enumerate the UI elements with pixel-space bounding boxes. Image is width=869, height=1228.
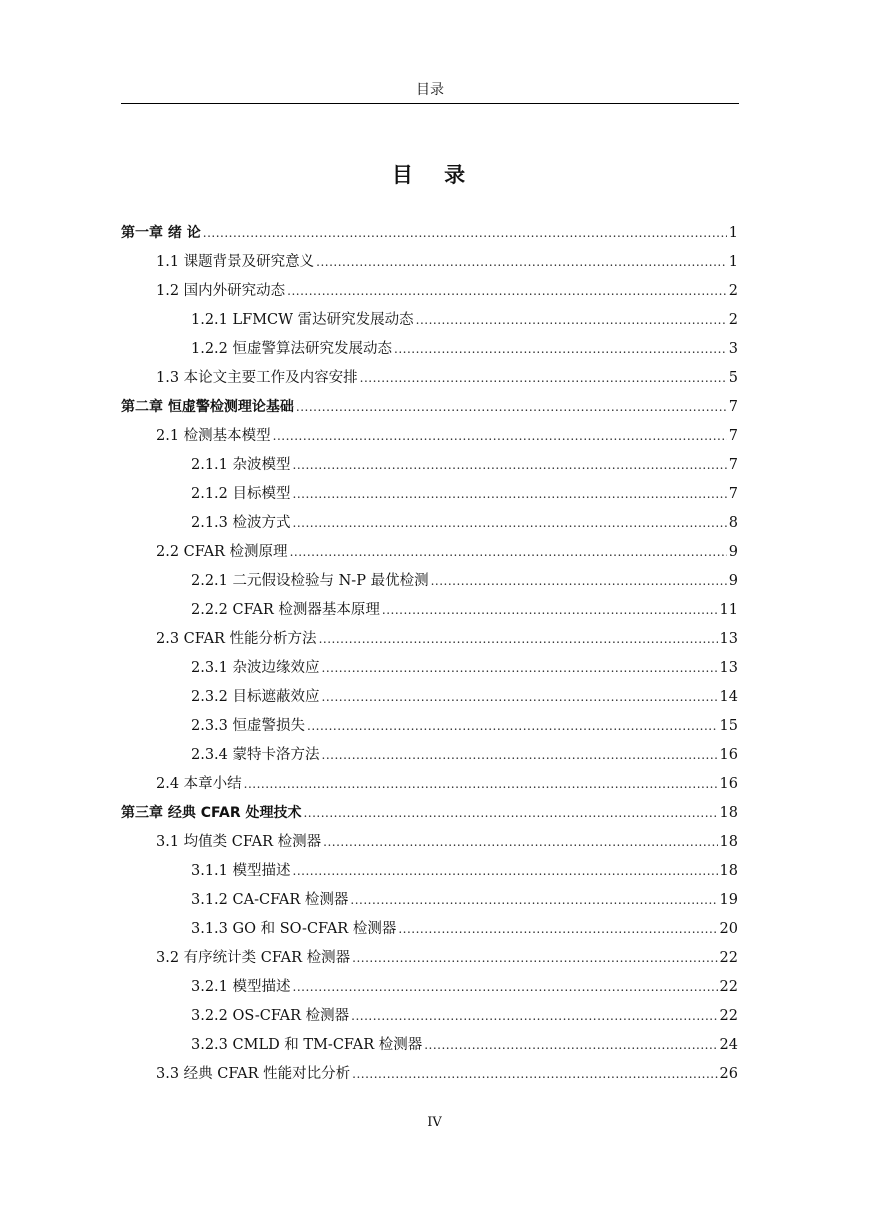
toc-entry-label: 2.3 CFAR 性能分析方法 bbox=[156, 631, 317, 647]
toc-entry[interactable] bbox=[121, 335, 738, 364]
toc-entry[interactable] bbox=[121, 973, 738, 1002]
toc-entry[interactable] bbox=[121, 277, 738, 306]
toc-entry-page: 7 bbox=[728, 486, 738, 502]
toc-entry-label: 3.1 均值类 CFAR 检测器 bbox=[156, 834, 322, 850]
toc-entry[interactable] bbox=[121, 828, 738, 857]
toc-entry[interactable] bbox=[121, 451, 738, 480]
dot-leader bbox=[323, 828, 717, 857]
toc-entry-label: 1.2.1 LFMCW 雷达研究发展动态 bbox=[191, 312, 414, 328]
toc-entry-page: 16 bbox=[719, 747, 738, 763]
dot-leader bbox=[296, 393, 727, 422]
toc-entry-page: 24 bbox=[719, 1037, 738, 1053]
toc-entry-label: 第一章 绪 论 bbox=[121, 225, 201, 241]
dot-leader bbox=[322, 683, 718, 712]
toc-entry-label: 1.2 国内外研究动态 bbox=[156, 283, 286, 299]
toc-entry-page: 5 bbox=[728, 370, 738, 386]
toc-entry-label: 2.1 检测基本模型 bbox=[156, 428, 271, 444]
toc-entry-page: 1 bbox=[728, 225, 738, 241]
toc-entry-page: 18 bbox=[719, 834, 738, 850]
toc-entry-label: 3.1.1 模型描述 bbox=[191, 863, 291, 879]
dot-leader bbox=[352, 944, 717, 973]
toc-entry[interactable] bbox=[121, 886, 738, 915]
toc-entry[interactable] bbox=[121, 480, 738, 509]
toc-entry-page: 22 bbox=[719, 1008, 738, 1024]
toc-entry-page: 14 bbox=[719, 689, 738, 705]
toc-entry[interactable] bbox=[121, 393, 738, 422]
toc-entry-page: 2 bbox=[728, 312, 738, 328]
toc-entry-page: 1 bbox=[728, 254, 738, 270]
dot-leader bbox=[322, 741, 718, 770]
dot-leader bbox=[360, 364, 727, 393]
toc-entry-label: 2.2.2 CFAR 检测器基本原理 bbox=[191, 602, 380, 618]
toc-entry-label: 2.4 本章小结 bbox=[156, 776, 242, 792]
toc-entry-label: 2.3.2 目标遮蔽效应 bbox=[191, 689, 320, 705]
toc-entry-label: 2.1.3 检波方式 bbox=[191, 515, 291, 531]
toc-entry-label: 2.2 CFAR 检测原理 bbox=[156, 544, 288, 560]
dot-leader bbox=[316, 248, 727, 277]
toc-entry[interactable] bbox=[121, 944, 738, 973]
toc-entry-label: 3.3 经典 CFAR 性能对比分析 bbox=[156, 1066, 351, 1082]
toc-entry-page: 7 bbox=[728, 428, 738, 444]
toc-entry-label: 2.2.1 二元假设检验与 N-P 最优检测 bbox=[191, 573, 429, 589]
toc-entry-label: 3.1.2 CA-CFAR 检测器 bbox=[191, 892, 349, 908]
toc-entry[interactable] bbox=[121, 567, 738, 596]
toc-entry-page: 11 bbox=[719, 602, 738, 618]
toc-entry[interactable] bbox=[121, 915, 738, 944]
toc-entry-page: 2 bbox=[728, 283, 738, 299]
dot-leader bbox=[416, 306, 727, 335]
toc-entry-label: 2.1.1 杂波模型 bbox=[191, 457, 291, 473]
toc-entry[interactable] bbox=[121, 712, 738, 741]
toc-entry-page: 26 bbox=[719, 1066, 738, 1082]
toc-entry[interactable] bbox=[121, 1031, 738, 1060]
toc-entry-label: 2.3.3 恒虚警损失 bbox=[191, 718, 306, 734]
dot-leader bbox=[431, 567, 727, 596]
toc-entry[interactable] bbox=[121, 683, 738, 712]
toc-entry-page: 13 bbox=[719, 660, 738, 676]
toc-entry[interactable] bbox=[121, 654, 738, 683]
toc-entry-page: 13 bbox=[719, 631, 738, 647]
toc-entry-page: 9 bbox=[728, 573, 738, 589]
toc-entry-label: 第三章 经典 CFAR 处理技术 bbox=[121, 805, 302, 821]
dot-leader bbox=[293, 973, 718, 1002]
dot-leader bbox=[293, 451, 727, 480]
toc-entry-page: 22 bbox=[719, 950, 738, 966]
dot-leader bbox=[350, 886, 717, 915]
toc-entry-label: 2.1.2 目标模型 bbox=[191, 486, 291, 502]
dot-leader bbox=[290, 538, 727, 567]
dot-leader bbox=[273, 422, 727, 451]
toc-entry-page: 20 bbox=[719, 921, 738, 937]
toc-entry-page: 19 bbox=[719, 892, 738, 908]
toc-entry[interactable] bbox=[121, 306, 738, 335]
toc-entry-page: 16 bbox=[719, 776, 738, 792]
toc-entry-label: 第二章 恒虚警检测理论基础 bbox=[121, 399, 294, 415]
toc-entry-page: 18 bbox=[719, 805, 738, 821]
toc-title: 目 录 bbox=[391, 163, 478, 187]
dot-leader bbox=[303, 799, 717, 828]
toc-entry-label: 3.1.3 GO 和 SO-CFAR 检测器 bbox=[191, 921, 397, 937]
dot-leader bbox=[244, 770, 718, 799]
toc-entry-label: 2.3.1 杂波边缘效应 bbox=[191, 660, 320, 676]
dot-leader bbox=[398, 915, 717, 944]
dot-leader bbox=[424, 1031, 717, 1060]
toc-entry[interactable] bbox=[121, 1002, 738, 1031]
toc-entry[interactable] bbox=[121, 364, 738, 393]
dot-leader bbox=[382, 596, 718, 625]
toc-entry-page: 15 bbox=[719, 718, 738, 734]
toc-entry-label: 1.3 本论文主要工作及内容安排 bbox=[156, 370, 358, 386]
dot-leader bbox=[322, 654, 718, 683]
dot-leader bbox=[287, 277, 727, 306]
dot-leader bbox=[293, 857, 718, 886]
dot-leader bbox=[352, 1060, 717, 1089]
toc-entry[interactable] bbox=[121, 248, 738, 277]
toc-entry-label: 3.2.3 CMLD 和 TM-CFAR 检测器 bbox=[191, 1037, 423, 1053]
toc-entry-label: 3.2 有序统计类 CFAR 检测器 bbox=[156, 950, 351, 966]
toc-entry[interactable] bbox=[121, 422, 738, 451]
dot-leader bbox=[293, 480, 727, 509]
page-number: IV bbox=[427, 1115, 442, 1130]
toc-entry-page: 18 bbox=[719, 863, 738, 879]
dot-leader bbox=[203, 219, 727, 248]
dot-leader bbox=[394, 335, 727, 364]
toc-entry-label: 3.2.1 模型描述 bbox=[191, 979, 291, 995]
toc-entry-page: 22 bbox=[719, 979, 738, 995]
toc-entry-page: 9 bbox=[728, 544, 738, 560]
toc-entry-page: 8 bbox=[728, 515, 738, 531]
toc-entry-label: 1.2.2 恒虚警算法研究发展动态 bbox=[191, 341, 393, 357]
toc-entry[interactable] bbox=[121, 625, 738, 654]
toc-entry-page: 7 bbox=[728, 457, 738, 473]
dot-leader bbox=[351, 1002, 717, 1031]
toc-entry-page: 7 bbox=[728, 399, 738, 415]
toc-entry[interactable] bbox=[121, 741, 738, 770]
toc-entry[interactable] bbox=[121, 538, 738, 567]
toc-entry[interactable] bbox=[121, 1060, 738, 1089]
table-of-contents bbox=[121, 219, 738, 1089]
dot-leader bbox=[307, 712, 718, 741]
toc-entry[interactable] bbox=[121, 596, 738, 625]
toc-entry-page: 3 bbox=[728, 341, 738, 357]
running-header: 目录 bbox=[416, 82, 444, 98]
toc-entry[interactable] bbox=[121, 770, 738, 799]
toc-entry-label: 1.1 课题背景及研究意义 bbox=[156, 254, 315, 270]
dot-leader bbox=[293, 509, 727, 538]
header-rule bbox=[121, 103, 739, 104]
toc-entry[interactable] bbox=[121, 799, 738, 828]
toc-entry-label: 3.2.2 OS-CFAR 检测器 bbox=[191, 1008, 350, 1024]
toc-entry[interactable] bbox=[121, 219, 738, 248]
toc-entry[interactable] bbox=[121, 857, 738, 886]
toc-entry[interactable] bbox=[121, 509, 738, 538]
dot-leader bbox=[319, 625, 718, 654]
toc-entry-label: 2.3.4 蒙特卡洛方法 bbox=[191, 747, 320, 763]
